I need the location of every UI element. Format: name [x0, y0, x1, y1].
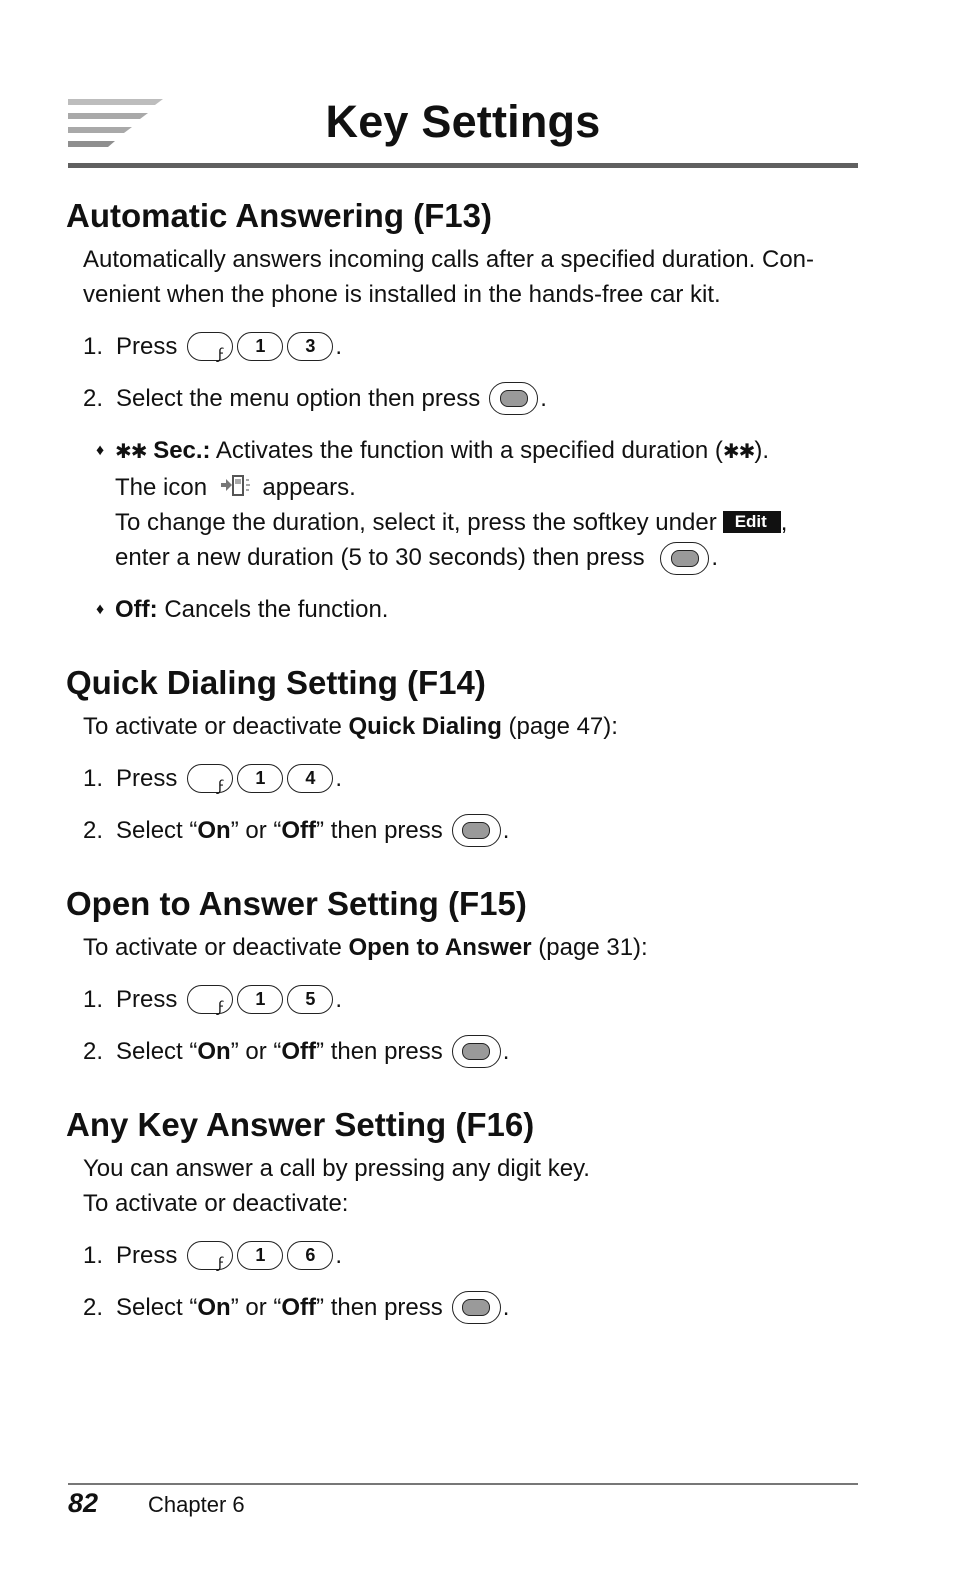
function-key-icon: ϝ — [187, 985, 233, 1014]
step-1: 1. Press ϝ 1 4 . — [83, 765, 343, 796]
page-number: 82 — [68, 1488, 99, 1518]
key-1-icon: 1 — [237, 332, 283, 361]
page-content — [66, 190, 861, 1325]
option-off: ♦ Off: Cancels the function. — [96, 592, 861, 627]
diamond-bullet-icon: ♦ — [96, 601, 105, 619]
footer-divider — [68, 1483, 858, 1485]
section-heading-automatic-answering: Automatic Answering (F13) — [66, 197, 492, 234]
ok-key-icon — [452, 1035, 501, 1068]
ok-key-icon — [452, 814, 501, 847]
ok-key-icon — [452, 1291, 501, 1324]
key-6-icon: 6 — [287, 1241, 333, 1270]
key-1-icon: 1 — [237, 1241, 283, 1270]
title-divider — [68, 163, 858, 168]
key-1-icon: 1 — [237, 985, 283, 1014]
step-2: 2. Select “On” or “Off” then press . — [83, 1034, 861, 1069]
function-key-icon: ϝ — [187, 332, 233, 361]
step-2: 2. Select “On” or “Off” then press . — [83, 1290, 861, 1325]
step-1: 1. Press ϝ 1 5 . — [83, 986, 343, 1017]
section-heading-any-key-answer: Any Key Answer Setting (F16) — [66, 1106, 535, 1144]
auto-answer-icon — [218, 474, 252, 498]
section-intro: To activate or deactivate Quick Dialing (page 47): — [83, 713, 618, 741]
step-1: 1. Press ϝ 1 3 . — [83, 333, 343, 363]
function-key-icon: ϝ — [187, 764, 233, 793]
key-4-icon: 4 — [287, 764, 333, 793]
key-3-icon: 3 — [287, 332, 333, 361]
option-sec: ♦ ✱✱ Sec.: Activates the function with a specified duration (✱✱). The icon appears. To change the duration, select it, press the softkey under Edit , enter a new duration (5 to 30 seconds) then press . — [96, 433, 861, 575]
ok-key-icon — [660, 542, 709, 575]
step-2: 2. Select “On” or “Off” then press . — [83, 813, 861, 848]
step-1: 1. Press ϝ 1 6 . — [83, 1242, 343, 1273]
section-heading-quick-dialing: Quick Dialing Setting (F14) — [66, 664, 486, 702]
page-title: Key Settings — [325, 96, 601, 147]
key-1-icon: 1 — [237, 764, 283, 793]
key-5-icon: 5 — [287, 985, 333, 1014]
section-heading-open-to-answer: Open to Answer Setting (F15) — [66, 885, 527, 923]
section-intro: Automatically answers incoming calls after a specified duration. Con- venient when the phone is installed in the hands-free car kit. — [83, 246, 815, 308]
chapter-label: Chapter 6 — [148, 1492, 245, 1517]
edit-softkey-badge: Edit — [723, 511, 781, 533]
section-intro: To activate or deactivate Open to Answer (page 31): — [83, 934, 648, 962]
ok-key-icon — [489, 382, 538, 415]
step-2: 2. Select the menu option then press . — [83, 381, 861, 416]
function-key-icon: ϝ — [187, 1241, 233, 1270]
section-intro: You can answer a call by pressing any digit key. To activate or deactivate: — [83, 1155, 590, 1218]
diamond-bullet-icon: ♦ — [96, 442, 105, 459]
